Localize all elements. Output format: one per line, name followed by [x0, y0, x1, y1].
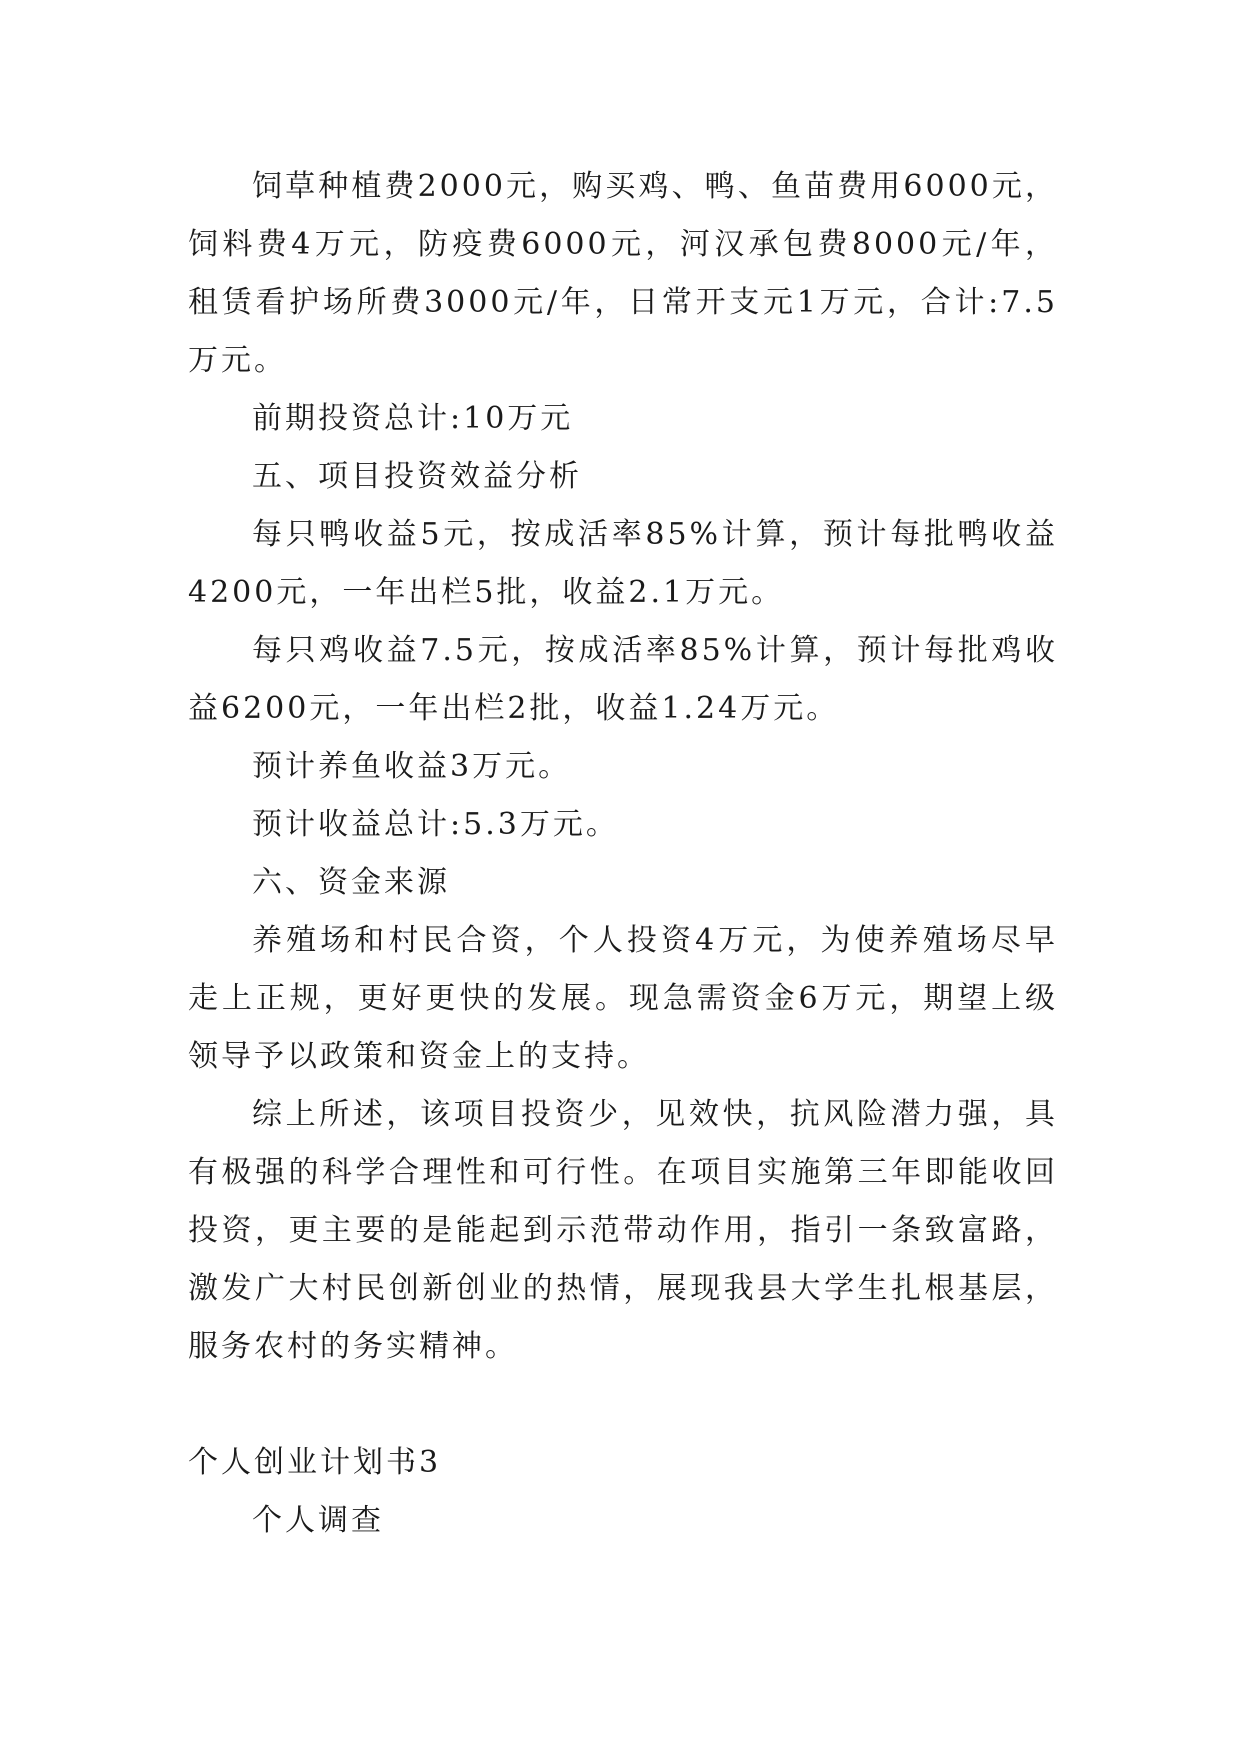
- section-title: 个人创业计划书3: [188, 1445, 442, 1480]
- section-spacer: [188, 1376, 1058, 1434]
- paragraph-chicken-income: 每只鸡收益7.5元，按成活率85%计算，预计每批鸡收益6200元，一年出栏2批，收益1.24万元。: [188, 633, 1058, 726]
- paragraph-duck-income: 每只鸭收益5元，按成活率85%计算，预计每批鸭收益4200元，一年出栏5批，收益2.1万元。: [188, 517, 1058, 610]
- paragraph-total-income: 预计收益总计:5.3万元。: [252, 807, 619, 842]
- heading-benefit-analysis: 五、项目投资效益分析: [252, 459, 582, 494]
- paragraph-initial-investment: 前期投资总计:10万元: [252, 401, 574, 436]
- document-body: [188, 158, 1058, 1550]
- paragraph-conclusion: 综上所述，该项目投资少，见效快，抗风险潜力强，具有极强的科学合理性和可行性。在项目实施第三年即能收回投资，更主要的是能起到示范带动作用，指引一条致富路，激发广大村民创新创业的热情，展现我县大学生扎根基层，服务农村的务实精神。: [188, 1097, 1058, 1364]
- subsection-heading: 个人调查: [252, 1503, 384, 1538]
- paragraph-expenses: 饲草种植费2000元，购买鸡、鸭、鱼苗费用6000元，饲料费4万元，防疫费6000元，河汉承包费8000元/年，租赁看护场所费3000元/年，日常开支元1万元，合计:7.5万元。: [188, 169, 1058, 378]
- paragraph-fish-income: 预计养鱼收益3万元。: [252, 749, 572, 784]
- paragraph-funding: 养殖场和村民合资，个人投资4万元，为使养殖场尽早走上正规，更好更快的发展。现急需资金6万元，期望上级领导予以政策和资金上的支持。: [188, 923, 1058, 1074]
- heading-funding-source: 六、资金来源: [252, 865, 450, 900]
